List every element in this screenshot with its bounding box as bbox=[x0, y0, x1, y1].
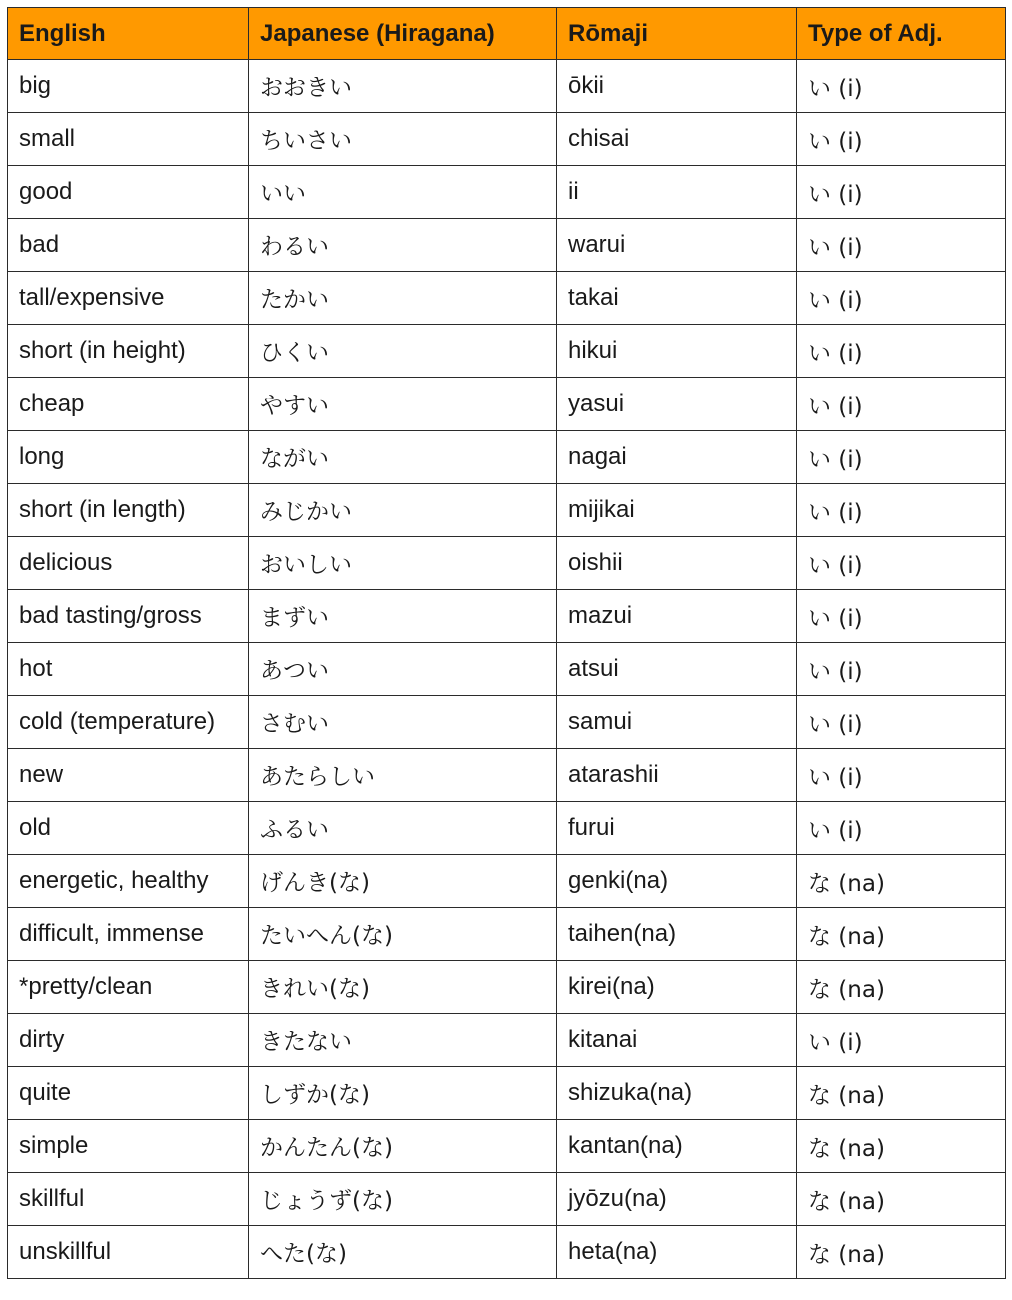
cell-english: short (in length) bbox=[8, 484, 249, 537]
cell-type: い (i) bbox=[797, 431, 1006, 484]
cell-japanese: じょうず(な) bbox=[249, 1173, 557, 1226]
cell-type: い (i) bbox=[797, 802, 1006, 855]
table-row bbox=[8, 961, 1006, 1014]
cell-type: い (i) bbox=[797, 696, 1006, 749]
cell-romaji: taihen(na) bbox=[557, 908, 797, 961]
table-row bbox=[8, 696, 1006, 749]
cell-english: new bbox=[8, 749, 249, 802]
cell-japanese: きたない bbox=[249, 1014, 557, 1067]
table-row bbox=[8, 1173, 1006, 1226]
cell-english: quite bbox=[8, 1067, 249, 1120]
table-row bbox=[8, 537, 1006, 590]
cell-english: bad tasting/gross bbox=[8, 590, 249, 643]
cell-japanese: やすい bbox=[249, 378, 557, 431]
cell-type: い (i) bbox=[797, 378, 1006, 431]
cell-english: good bbox=[8, 166, 249, 219]
cell-romaji: mazui bbox=[557, 590, 797, 643]
cell-english: delicious bbox=[8, 537, 249, 590]
cell-japanese: おおきい bbox=[249, 60, 557, 113]
cell-romaji: hikui bbox=[557, 325, 797, 378]
cell-english: cheap bbox=[8, 378, 249, 431]
cell-type: い (i) bbox=[797, 749, 1006, 802]
table-row bbox=[8, 60, 1006, 113]
cell-type: い (i) bbox=[797, 219, 1006, 272]
cell-english: simple bbox=[8, 1120, 249, 1173]
cell-japanese: まずい bbox=[249, 590, 557, 643]
cell-type: い (i) bbox=[797, 484, 1006, 537]
cell-english: short (in height) bbox=[8, 325, 249, 378]
cell-type: な (na) bbox=[797, 961, 1006, 1014]
cell-english: small bbox=[8, 113, 249, 166]
cell-japanese: かんたん(な) bbox=[249, 1120, 557, 1173]
header-type: Type of Adj. bbox=[797, 8, 1006, 60]
cell-japanese: げんき(な) bbox=[249, 855, 557, 908]
cell-english: cold (temperature) bbox=[8, 696, 249, 749]
cell-english: long bbox=[8, 431, 249, 484]
table-row bbox=[8, 590, 1006, 643]
cell-romaji: kirei(na) bbox=[557, 961, 797, 1014]
cell-romaji: chisai bbox=[557, 113, 797, 166]
table-row bbox=[8, 1067, 1006, 1120]
header-english: English bbox=[8, 8, 249, 60]
cell-romaji: samui bbox=[557, 696, 797, 749]
table-row bbox=[8, 749, 1006, 802]
cell-romaji: ōkii bbox=[557, 60, 797, 113]
cell-romaji: takai bbox=[557, 272, 797, 325]
cell-japanese: たいへん(な) bbox=[249, 908, 557, 961]
cell-english: big bbox=[8, 60, 249, 113]
cell-type: い (i) bbox=[797, 60, 1006, 113]
cell-japanese: ひくい bbox=[249, 325, 557, 378]
table-row bbox=[8, 219, 1006, 272]
table-row bbox=[8, 643, 1006, 696]
table-body bbox=[8, 60, 1006, 1279]
cell-japanese: ちいさい bbox=[249, 113, 557, 166]
table-row bbox=[8, 908, 1006, 961]
table-header bbox=[8, 8, 1006, 60]
cell-english: hot bbox=[8, 643, 249, 696]
table-row bbox=[8, 484, 1006, 537]
cell-japanese: きれい(な) bbox=[249, 961, 557, 1014]
cell-romaji: atarashii bbox=[557, 749, 797, 802]
cell-english: bad bbox=[8, 219, 249, 272]
cell-type: な (na) bbox=[797, 1226, 1006, 1279]
header-romaji: Rōmaji bbox=[557, 8, 797, 60]
cell-english: difficult, immense bbox=[8, 908, 249, 961]
table-row bbox=[8, 1014, 1006, 1067]
cell-romaji: jyōzu(na) bbox=[557, 1173, 797, 1226]
table-row bbox=[8, 1226, 1006, 1279]
cell-english: dirty bbox=[8, 1014, 249, 1067]
cell-english: energetic, healthy bbox=[8, 855, 249, 908]
cell-japanese: しずか(な) bbox=[249, 1067, 557, 1120]
cell-type: い (i) bbox=[797, 113, 1006, 166]
table-row bbox=[8, 1120, 1006, 1173]
cell-japanese: あつい bbox=[249, 643, 557, 696]
header-japanese: Japanese (Hiragana) bbox=[249, 8, 557, 60]
cell-type: い (i) bbox=[797, 1014, 1006, 1067]
cell-romaji: yasui bbox=[557, 378, 797, 431]
cell-romaji: nagai bbox=[557, 431, 797, 484]
table-row bbox=[8, 378, 1006, 431]
cell-type: な (na) bbox=[797, 908, 1006, 961]
adjective-table-container bbox=[7, 7, 1006, 1279]
cell-japanese: わるい bbox=[249, 219, 557, 272]
table-row bbox=[8, 855, 1006, 908]
cell-type: な (na) bbox=[797, 855, 1006, 908]
cell-japanese: あたらしい bbox=[249, 749, 557, 802]
cell-japanese: おいしい bbox=[249, 537, 557, 590]
cell-type: な (na) bbox=[797, 1067, 1006, 1120]
header-row bbox=[8, 8, 1006, 60]
cell-type: い (i) bbox=[797, 537, 1006, 590]
cell-romaji: atsui bbox=[557, 643, 797, 696]
cell-romaji: warui bbox=[557, 219, 797, 272]
cell-type: い (i) bbox=[797, 166, 1006, 219]
table-row bbox=[8, 272, 1006, 325]
cell-english: *pretty/clean bbox=[8, 961, 249, 1014]
cell-romaji: heta(na) bbox=[557, 1226, 797, 1279]
table-row bbox=[8, 113, 1006, 166]
table-row bbox=[8, 325, 1006, 378]
cell-type: な (na) bbox=[797, 1120, 1006, 1173]
cell-romaji: shizuka(na) bbox=[557, 1067, 797, 1120]
cell-romaji: kitanai bbox=[557, 1014, 797, 1067]
cell-japanese: さむい bbox=[249, 696, 557, 749]
cell-japanese: たかい bbox=[249, 272, 557, 325]
cell-type: い (i) bbox=[797, 643, 1006, 696]
table-row bbox=[8, 431, 1006, 484]
cell-romaji: genki(na) bbox=[557, 855, 797, 908]
cell-type: い (i) bbox=[797, 590, 1006, 643]
cell-romaji: mijikai bbox=[557, 484, 797, 537]
cell-romaji: ii bbox=[557, 166, 797, 219]
cell-romaji: oishii bbox=[557, 537, 797, 590]
cell-romaji: kantan(na) bbox=[557, 1120, 797, 1173]
cell-english: skillful bbox=[8, 1173, 249, 1226]
table-row bbox=[8, 166, 1006, 219]
cell-type: な (na) bbox=[797, 1173, 1006, 1226]
cell-japanese: みじかい bbox=[249, 484, 557, 537]
adjective-table bbox=[7, 7, 1006, 1279]
cell-english: old bbox=[8, 802, 249, 855]
cell-english: tall/expensive bbox=[8, 272, 249, 325]
cell-english: unskillful bbox=[8, 1226, 249, 1279]
cell-type: い (i) bbox=[797, 325, 1006, 378]
cell-japanese: へた(な) bbox=[249, 1226, 557, 1279]
cell-romaji: furui bbox=[557, 802, 797, 855]
cell-japanese: いい bbox=[249, 166, 557, 219]
cell-japanese: ふるい bbox=[249, 802, 557, 855]
table-row bbox=[8, 802, 1006, 855]
cell-japanese: ながい bbox=[249, 431, 557, 484]
cell-type: い (i) bbox=[797, 272, 1006, 325]
